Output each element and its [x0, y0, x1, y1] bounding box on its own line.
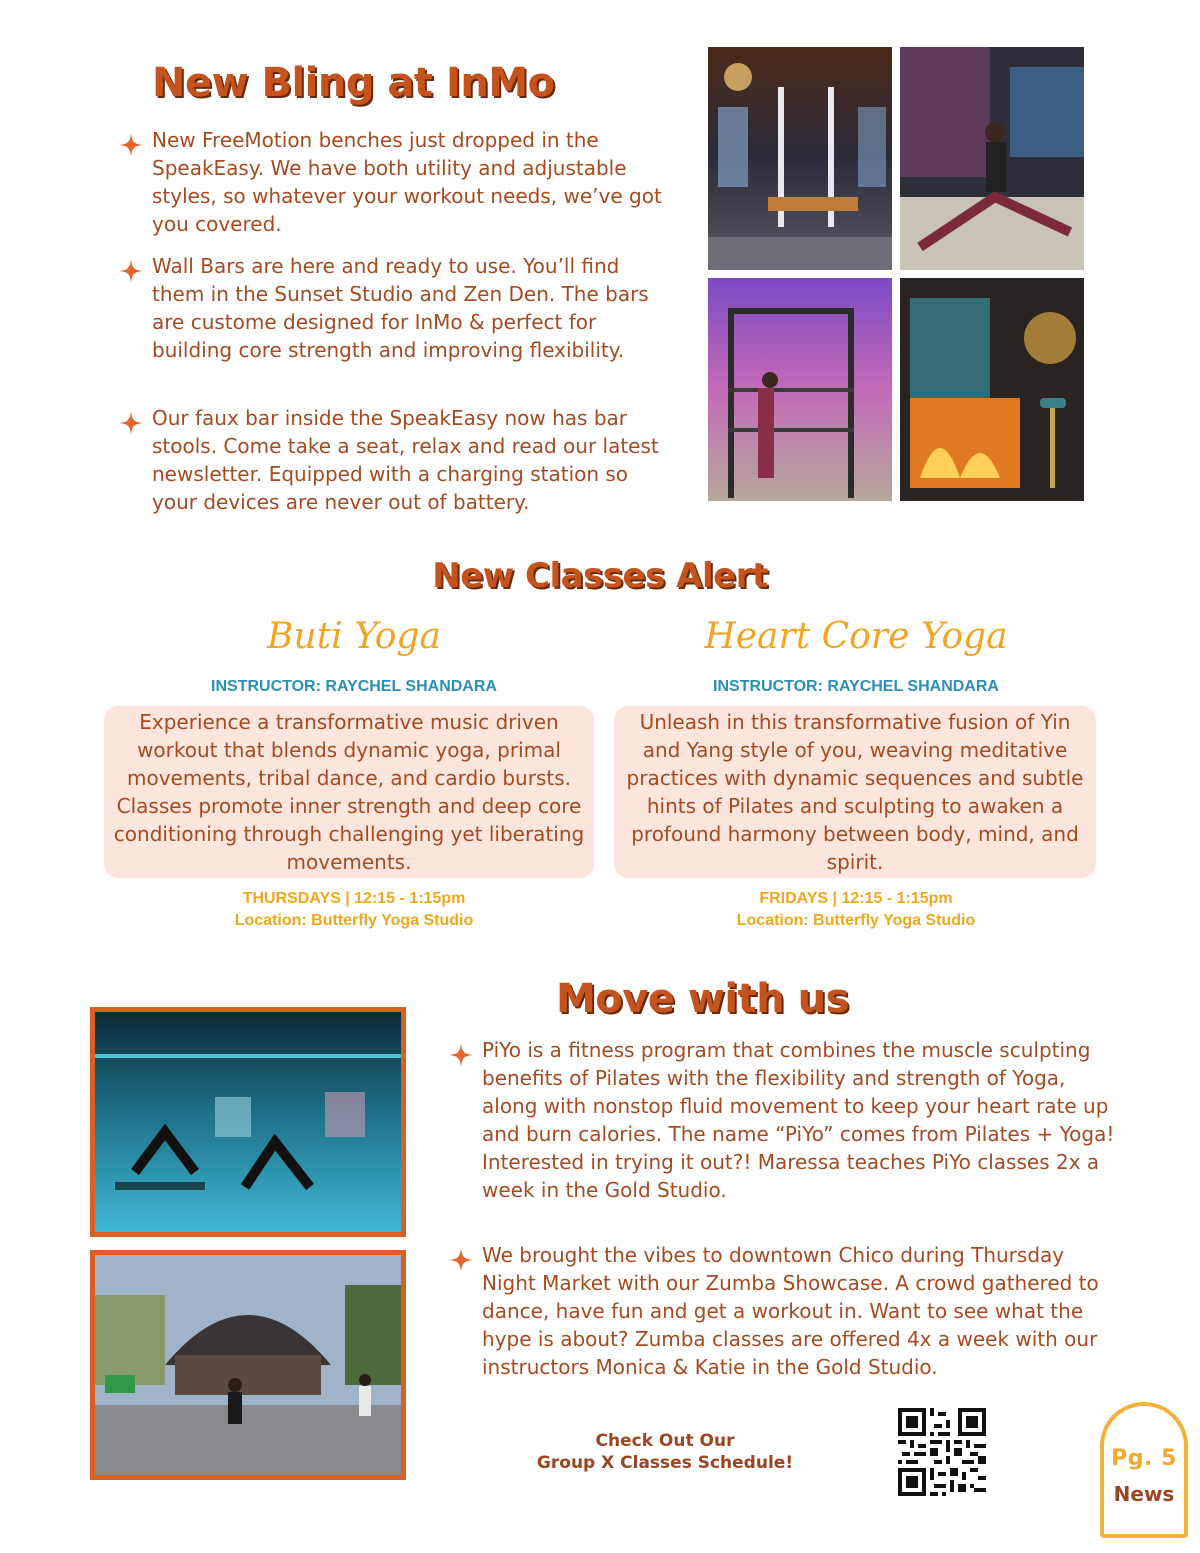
page-badge [1100, 1402, 1188, 1538]
bling-heading: New Bling at InMo [152, 60, 555, 106]
class-schedule: THURSDAYS | 12:15 - 1:15pm [242, 890, 466, 907]
page-section: News [1113, 1482, 1175, 1506]
sparkle-icon [118, 410, 144, 436]
bling-item [118, 252, 663, 364]
sparkle-icon [118, 132, 144, 158]
move-item [448, 1036, 1118, 1204]
photo-zumba-showcase [90, 1250, 406, 1480]
class-name: Heart Core Yoga [704, 616, 1008, 657]
schedule-cta-line2: Group X Classes Schedule! [536, 1453, 794, 1473]
class-instructor: INSTRUCTOR: RAYCHEL SHANDARA [211, 678, 497, 695]
photo-benches [708, 47, 892, 270]
sparkle-icon [448, 1042, 474, 1068]
sparkle-icon [448, 1247, 474, 1273]
class-description: Experience a transformative music driven workout that blends dynamic yoga, primal movements, tribal dance, and cardio bursts. Classes promote inner strength and deep core conditioning through challenging yet liberating movements. [104, 706, 594, 878]
class-location: Location: Butterfly Yoga Studio [736, 912, 976, 929]
schedule-cta-line1: Check Out Our [595, 1431, 735, 1451]
bling-item-text: New FreeMotion benches just dropped in the SpeakEasy. We have both utility and adjustable styles, so whatever your workout needs, we’ve got you covered. [152, 128, 662, 236]
photo-stretch [900, 47, 1084, 270]
bling-item [118, 404, 663, 516]
sparkle-icon [118, 258, 144, 284]
bling-item-text: Our faux bar inside the SpeakEasy now has bar stools. Come take a seat, relax and read our latest newsletter. Equipped with a charging station so your devices are never out of battery. [152, 406, 659, 514]
move-item-text: PiYo is a fitness program that combines the muscle sculpting benefits of Pilates with the flexibility and strength of Yoga, along with nonstop fluid movement to keep your heart rate up and burn calories. The name “PiYo” comes from Pilates + Yoga! Interested in trying it out?! Maressa teaches PiYo classes 2x a week in the Gold Studio. [482, 1038, 1115, 1202]
move-item [448, 1241, 1118, 1381]
class-location: Location: Butterfly Yoga Studio [234, 912, 474, 929]
class-description: Unleash in this transformative fusion of Yin and Yang style of you, weaving meditative practices with dynamic sequences and subtle hints of Pilates and sculpting to awaken a profound harmony between body, mind, and spirit. [614, 706, 1096, 878]
class-schedule: FRIDAYS | 12:15 - 1:15pm [759, 890, 953, 907]
classes-heading: New Classes Alert [432, 556, 768, 596]
move-heading: Move with us [556, 976, 849, 1022]
schedule-cta [470, 1430, 860, 1474]
class-instructor: INSTRUCTOR: RAYCHEL SHANDARA [713, 678, 999, 695]
page-number: Pg. 5 [1111, 1446, 1177, 1471]
photo-piyo-class [90, 1007, 406, 1237]
qr-code[interactable] [898, 1408, 986, 1496]
move-item-text: We brought the vibes to downtown Chico during Thursday Night Market with our Zumba Showcase. A crowd gathered to dance, have fun and get a workout in. Want to see what the hype is about? Zumba classes are offered 4x a week with our instructors Monica & Katie in the Gold Studio. [482, 1243, 1099, 1379]
bling-item-text: Wall Bars are here and ready to use. You’ll find them in the Sunset Studio and Zen Den. The bars are custome designed for InMo & perfect for building core strength and improving flexibility. [152, 254, 649, 362]
photo-wall-bars [708, 278, 892, 501]
bling-item [118, 126, 663, 238]
class-name: Buti Yoga [267, 616, 441, 657]
photo-bar-stools [900, 278, 1084, 501]
